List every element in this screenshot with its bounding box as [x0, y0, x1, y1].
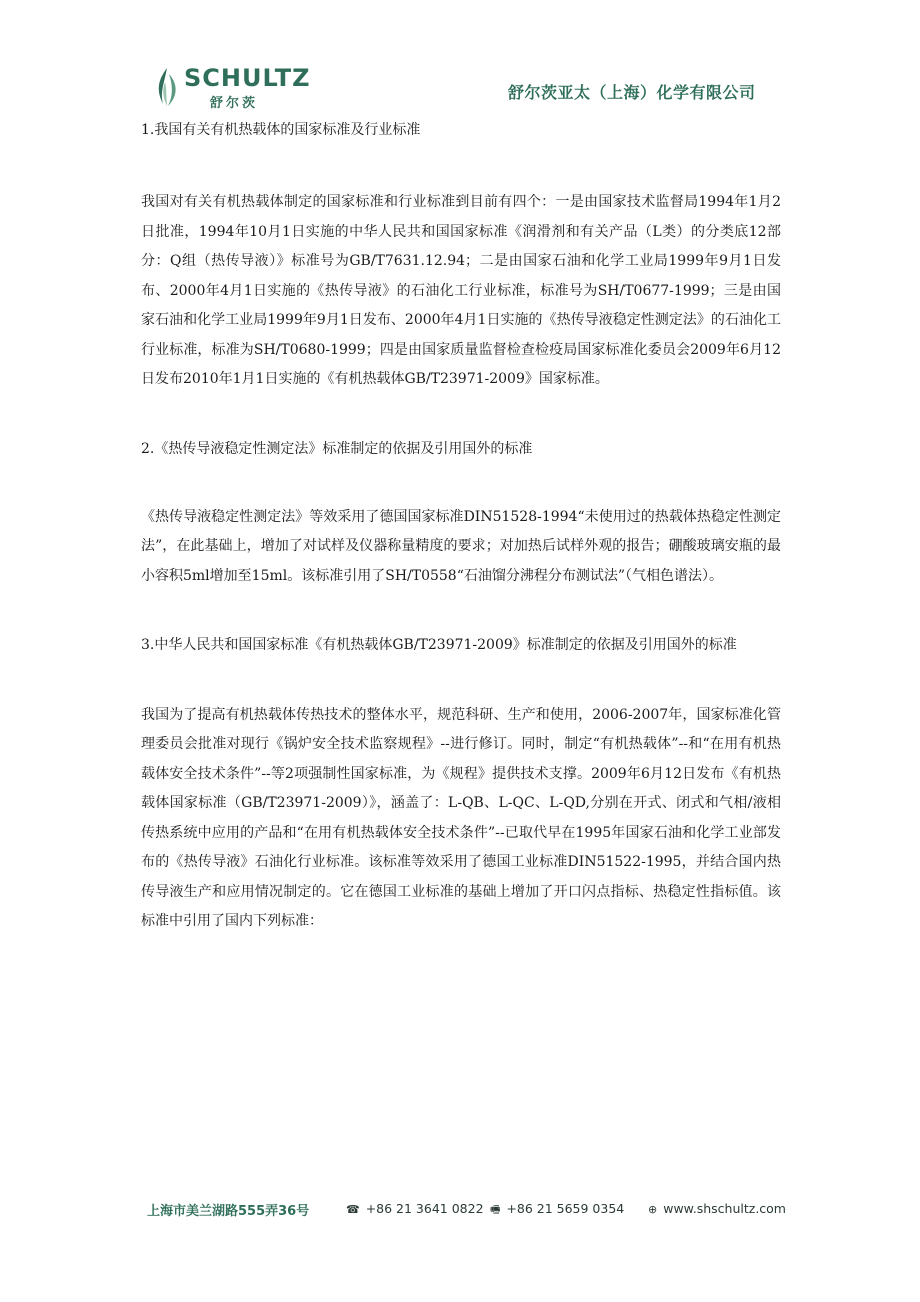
- page-header: [0, 0, 920, 120]
- section-1-paragraph: 我国对有关有机热载体制定的国家标准和行业标准到目前有四个：一是由国家技术监督局1994年1月2日批准，1994年10月1日实施的中华人民共和国国家标准《润滑剂和有关产品（L类）的分类底12部分：Q组（热传导液）》标准号为GB/T7631.12.94；二是由国家石油和化学工业局1999年9月1日发布、2000年4月1日实施的《热传导液》的石油化工行业标准，标准号为SH/T0677-1999；三是由国家石油和化学工业局1999年9月1日发布、2000年4月1日实施的《热传导液稳定性测定法》的石油化工行业标准，标准为SH/T0680-1999；四是由国家质量监督检查检疫局国家标准化委员会2009年6月12日发布2010年1月1日实施的《有机热载体GB/T23971-2009》国家标准。: [141, 194, 781, 387]
- section-3-paragraph: 我国为了提高有机热载体传热技术的整体水平，规范科研、生产和使用，2006-2007年，国家标准化管理委员会批准对现行《锅炉安全技术监察规程》--进行修订。同时，制定“有机热载体”--和“在用有机热载体安全技术条件”--等2项强制性国家标准，为《规程》提供技术支撑。2009年6月12日发布《有机热载体国家标准（GB/T23971-2009）》，涵盖了：L-QB、L-QC、L-QD,分别在开式、闭式和气相/液相传热系统中应用的产品和“在用有机热载体安全技术条件”--已取代早在1995年国家石油和化学工业部发布的《热传导液》石油化行业标准。该标准等效采用了德国工业标准DIN51522-1995，并结合国内热传导液生产和应用情况制定的。它在德国工业标准的基础上增加了开口闪点指标、热稳定性指标值。该标准中引用了国内下列标准：: [141, 706, 781, 929]
- phone-icon: ☎: [346, 1203, 360, 1216]
- section-2-heading: 2.《热传导液稳定性测定法》标准制定的依据及引用国外的标准: [141, 440, 533, 457]
- section-2-paragraph: 《热传导液稳定性测定法》等效采用了德国国家标准DIN51528-1994“未使用过的热载体热稳定性测定法”，在此基础上，增加了对试样及仪器称量精度的要求；对加热后试样外观的报告；硼酸玻璃安瓶的最小容积5ml增加至15ml。该标准引用了SH/T0558“石油馏分沸程分布测试法”（气相色谱法）。: [141, 508, 781, 584]
- flame-leaf-icon: [154, 66, 180, 108]
- footer-phone-number: +86 21 3641 0822: [365, 1201, 484, 1216]
- footer-fax: [490, 1201, 624, 1220]
- section-1-heading: 1.我国有关有机热载体的国家标准及行业标准: [141, 122, 421, 138]
- footer-address: 上海市美兰湖路555弄36号: [147, 1204, 310, 1219]
- company-name: 舒尔茨亚太（上海）化学有限公司: [508, 83, 756, 102]
- page-footer: [0, 1196, 920, 1226]
- schultz-logo: [150, 64, 310, 110]
- footer-web-link[interactable]: www.shschultz.com: [663, 1201, 786, 1216]
- section-3-heading: 3.中华人民共和国国家标准《有机热载体GB/T23971-2009》标准制定的依据及引用国外的标准: [141, 637, 737, 653]
- document-body: [141, 116, 781, 937]
- globe-icon: ⊕: [648, 1203, 658, 1216]
- footer-phone: [346, 1201, 484, 1216]
- logo-chinese: 舒尔茨: [210, 96, 259, 111]
- footer-web: [648, 1201, 786, 1216]
- logo-wordmark: SCHULTZ: [184, 64, 311, 92]
- footer-fax-number: +86 21 5659 0354: [506, 1201, 625, 1216]
- fax-icon: 🖷: [490, 1203, 501, 1216]
